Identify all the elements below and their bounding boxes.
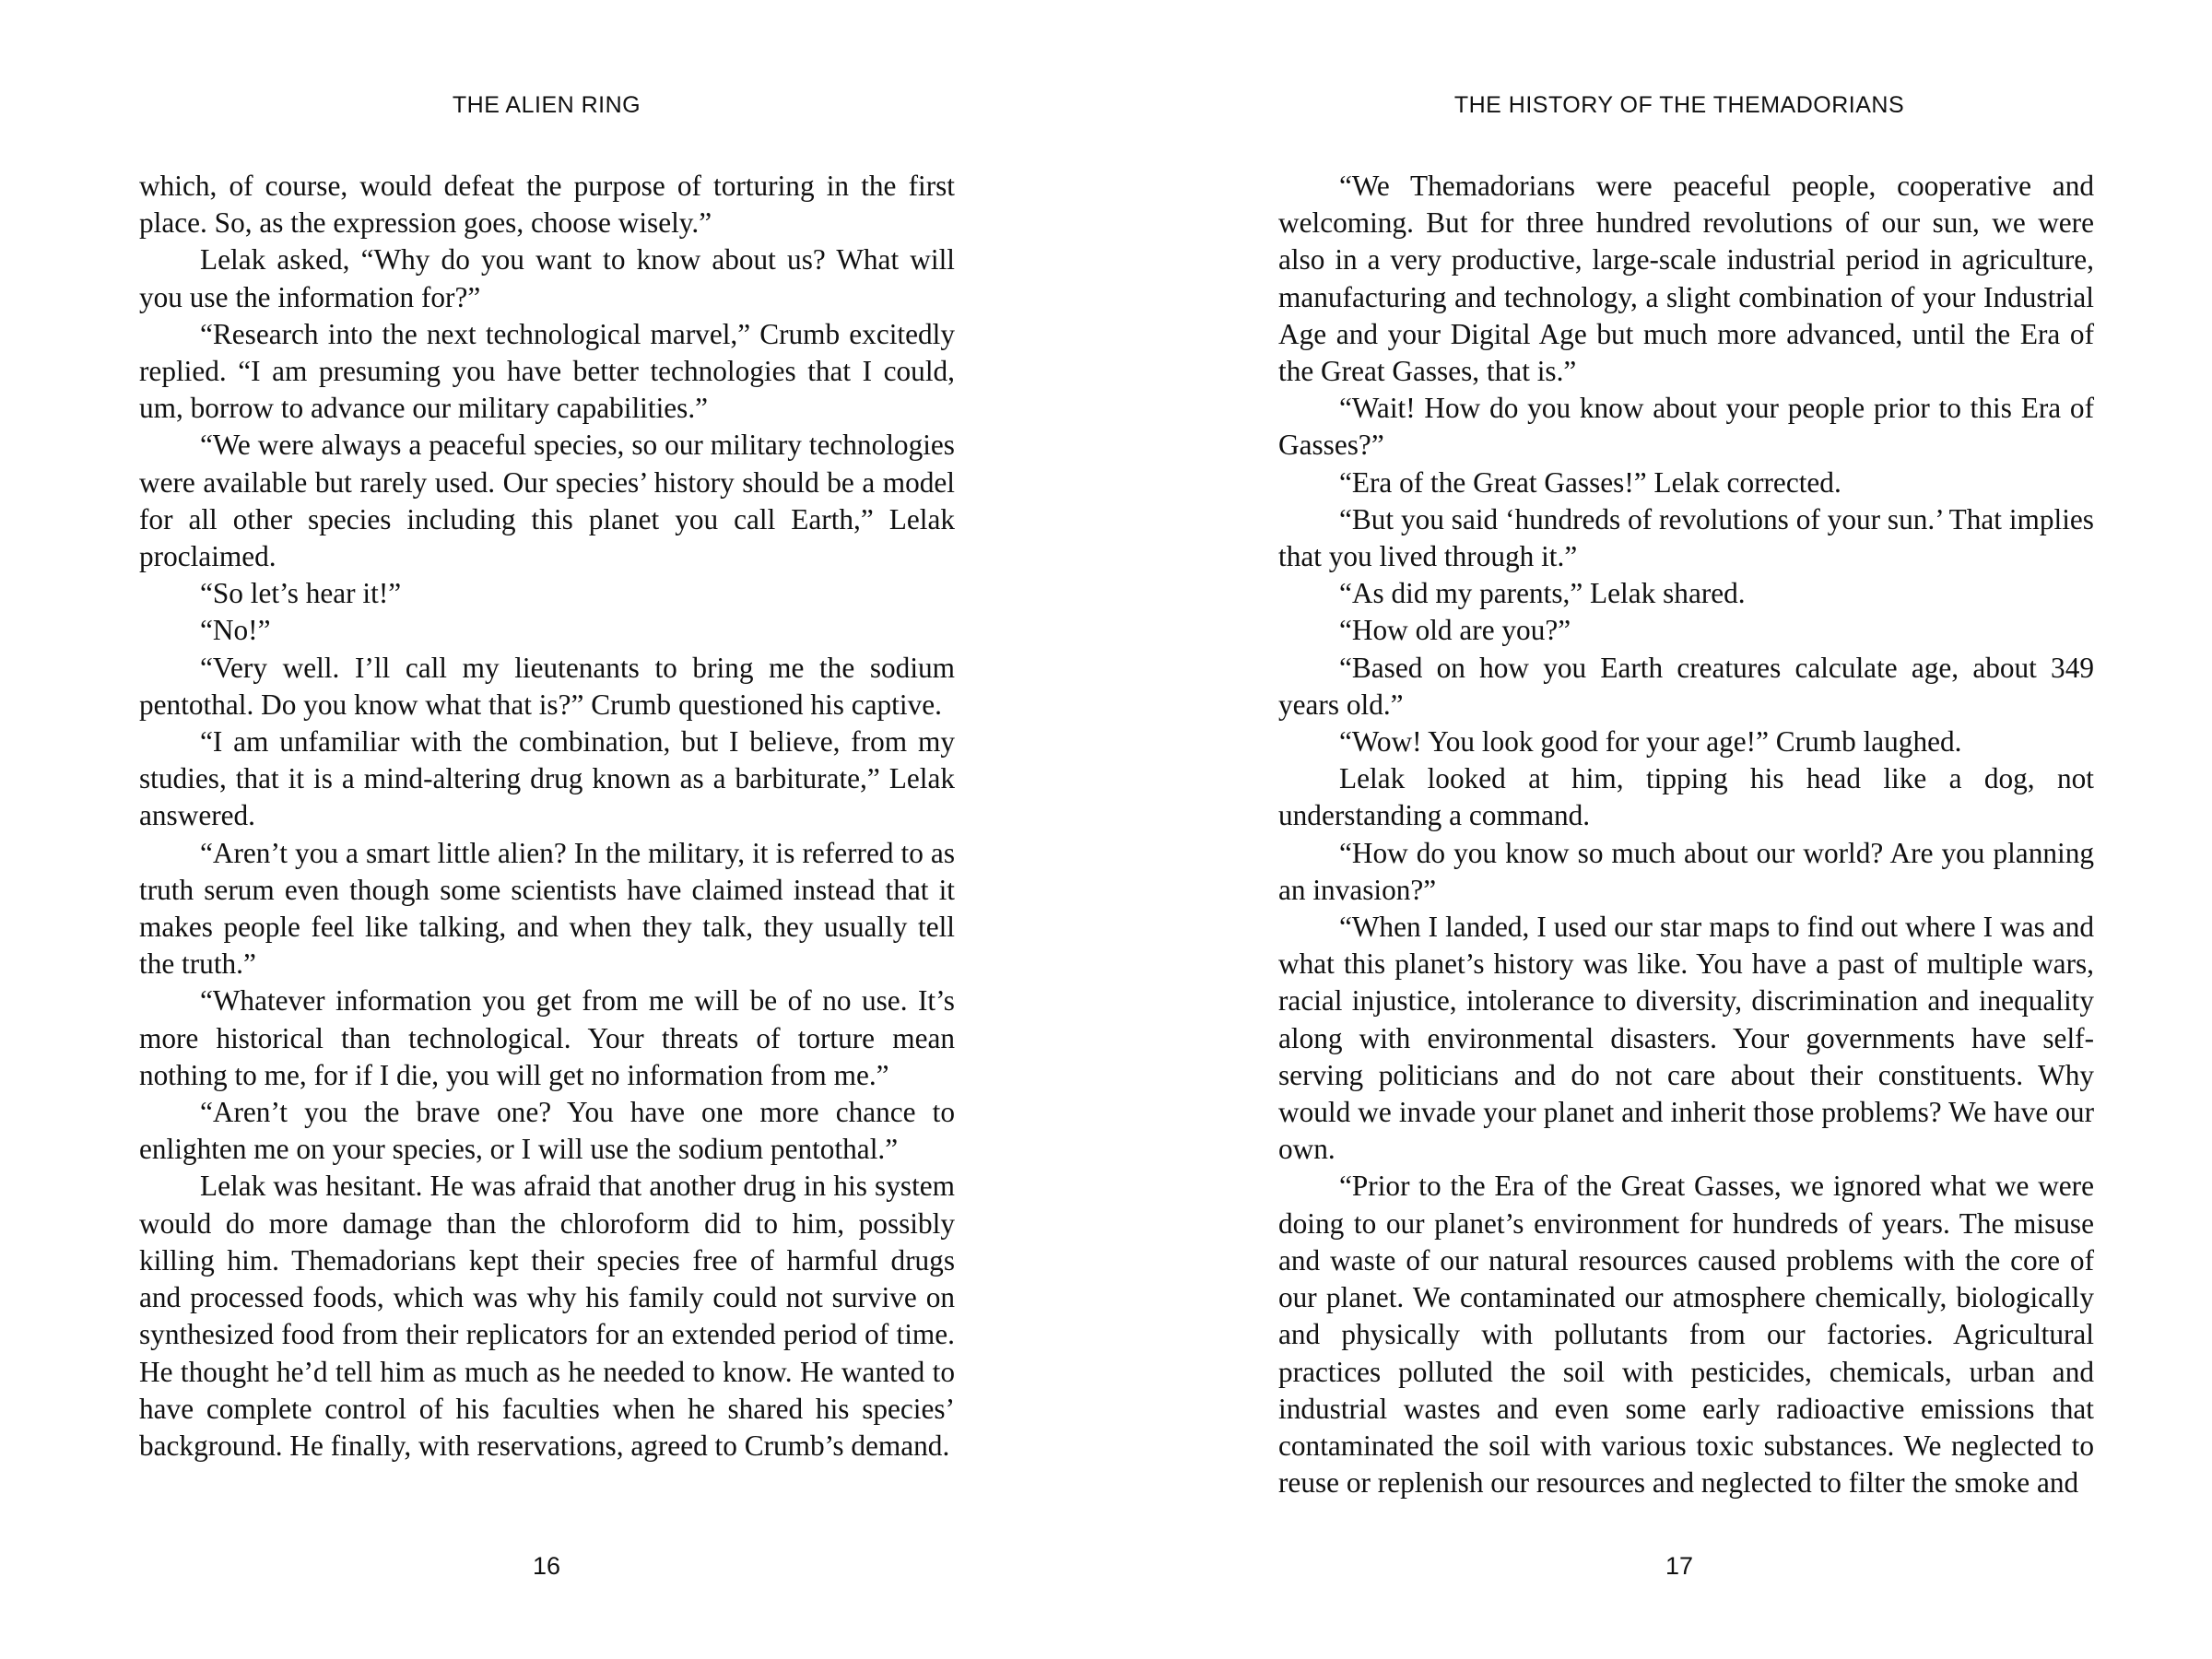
left-paragraph-9: “Aren’t you a smart little alien? In the military, it is referred to as truth serum even though some scientists have claimed instead that it makes people feel like talking, and when they talk, they usually tell the truth.” — [139, 836, 955, 981]
left-paragraph-2: Lelak asked, “Why do you want to know about us? What will you use the information for?” — [139, 243, 955, 313]
right-page — [1106, 0, 2212, 1659]
right-paragraph-7: “Based on how you Earth creatures calculate age, about 349 years old.” — [1278, 651, 2094, 721]
left-paragraph-1: which, of course, would defeat the purpose of torturing in the first place. So, as the expression goes, choose wisely.” — [139, 170, 955, 240]
left-paragraph-3: “Research into the next technological marvel,” Crumb excitedly replied. “I am presuming you have better technologies that I could, um, borrow to advance our military capabilities.” — [139, 317, 955, 425]
right-paragraph-5: “As did my parents,” Lelak shared. — [1339, 577, 1746, 610]
right-paragraph-9: Lelak looked at him, tipping his head like a dog, not understanding a command. — [1278, 762, 2094, 832]
right-page-number: 17 — [1665, 1552, 1694, 1580]
left-paragraph-10: “Whatever information you get from me will be of no use. It’s more historical than technological. Your threats of torture mean nothing to me, for if I die, you will get no information from me.” — [139, 984, 955, 1091]
left-paragraph-6: “No!” — [200, 614, 271, 647]
right-paragraph-8: “Wow! You look good for your age!” Crumb laughed. — [1339, 725, 1962, 759]
right-paragraph-6: “How old are you?” — [1339, 614, 1571, 647]
right-paragraph-11: “When I landed, I used our star maps to find out where I was and what this planet’s history was like. You have a past of multiple wars, racial injustice, intolerance to diversity, discrimination and inequality along with environmental disasters. Your governments have self-serving politicians and do not care about their constituents. Why would we invade your planet and inherit those problems? We have our own. — [1278, 911, 2094, 1166]
left-running-head: THE ALIEN RING — [452, 92, 641, 118]
right-paragraph-1: “We Themadorians were peaceful people, cooperative and welcoming. But for three hundred revolutions of our sun, we were also in a very productive, large-scale industrial period in agriculture, manufacturing and technology, a slight combination of your Industrial Age and your Digital Age but much more advanced, until the Era of the Great Gasses, that is.” — [1278, 170, 2094, 388]
left-paragraph-11: “Aren’t you the brave one? You have one more chance to enlighten me on your species, or I will use the sodium pentothal.” — [139, 1096, 955, 1166]
right-running-head: THE HISTORY OF THE THEMADORIANS — [1453, 92, 1905, 118]
left-page-number: 16 — [532, 1552, 561, 1580]
right-paragraph-3: “Era of the Great Gasses!” Lelak corrected. — [1339, 465, 1841, 499]
right-paragraph-2: “Wait! How do you know about your people prior to this Era of Gasses?” — [1278, 392, 2094, 462]
left-body-text — [139, 168, 955, 1465]
left-paragraph-12: Lelak was hesitant. He was afraid that another drug in his system would do more damage than the chloroform did to him, possibly killing him. Themadorians kept their species free of harmful drugs and processed foods, which was why his family could not survive on synthesized food from their replicators for an extended period of time. He thought he’d tell him as much as he needed to know. He wanted to have complete control of his faculties when he shared his species’ background. He finally, with reservations, agreed to Crumb’s demand. — [139, 1170, 955, 1462]
right-paragraph-10: “How do you know so much about our world? Are you planning an invasion?” — [1278, 836, 2094, 906]
left-paragraph-8: “I am unfamiliar with the combination, but I believe, from my studies, that it is a mind-altering drug known as a barbiturate,” Lelak answered. — [139, 725, 955, 832]
right-paragraph-4: “But you said ‘hundreds of revolutions of your sun.’ That implies that you lived through it.” — [1278, 502, 2094, 573]
left-paragraph-4: “We were always a peaceful species, so our military technologies were available but rarely used. Our species’ history should be a model for all other species including this planet you call Earth,” Lelak proclaimed. — [139, 429, 955, 573]
left-paragraph-7: “Very well. I’ll call my lieutenants to bring me the sodium pentothal. Do you know what that is?” Crumb questioned his captive. — [139, 651, 955, 721]
left-paragraph-5: “So let’s hear it!” — [200, 577, 402, 610]
right-paragraph-12: “Prior to the Era of the Great Gasses, we ignored what we were doing to our planet’s environment for hundreds of years. The misuse and waste of our natural resources caused problems with the core of our planet. We contaminated our atmosphere chemically, biologically and physically with pollutants from our factories. Agricultural practices polluted the soil with pesticides, chemicals, urban and industrial wastes and even some early radioactive emissions that contaminated the soil with various toxic substances. We neglected to reuse or replenish our resources and neglected to filter the smoke and — [1278, 1170, 2094, 1500]
right-body-text — [1278, 168, 2094, 1501]
